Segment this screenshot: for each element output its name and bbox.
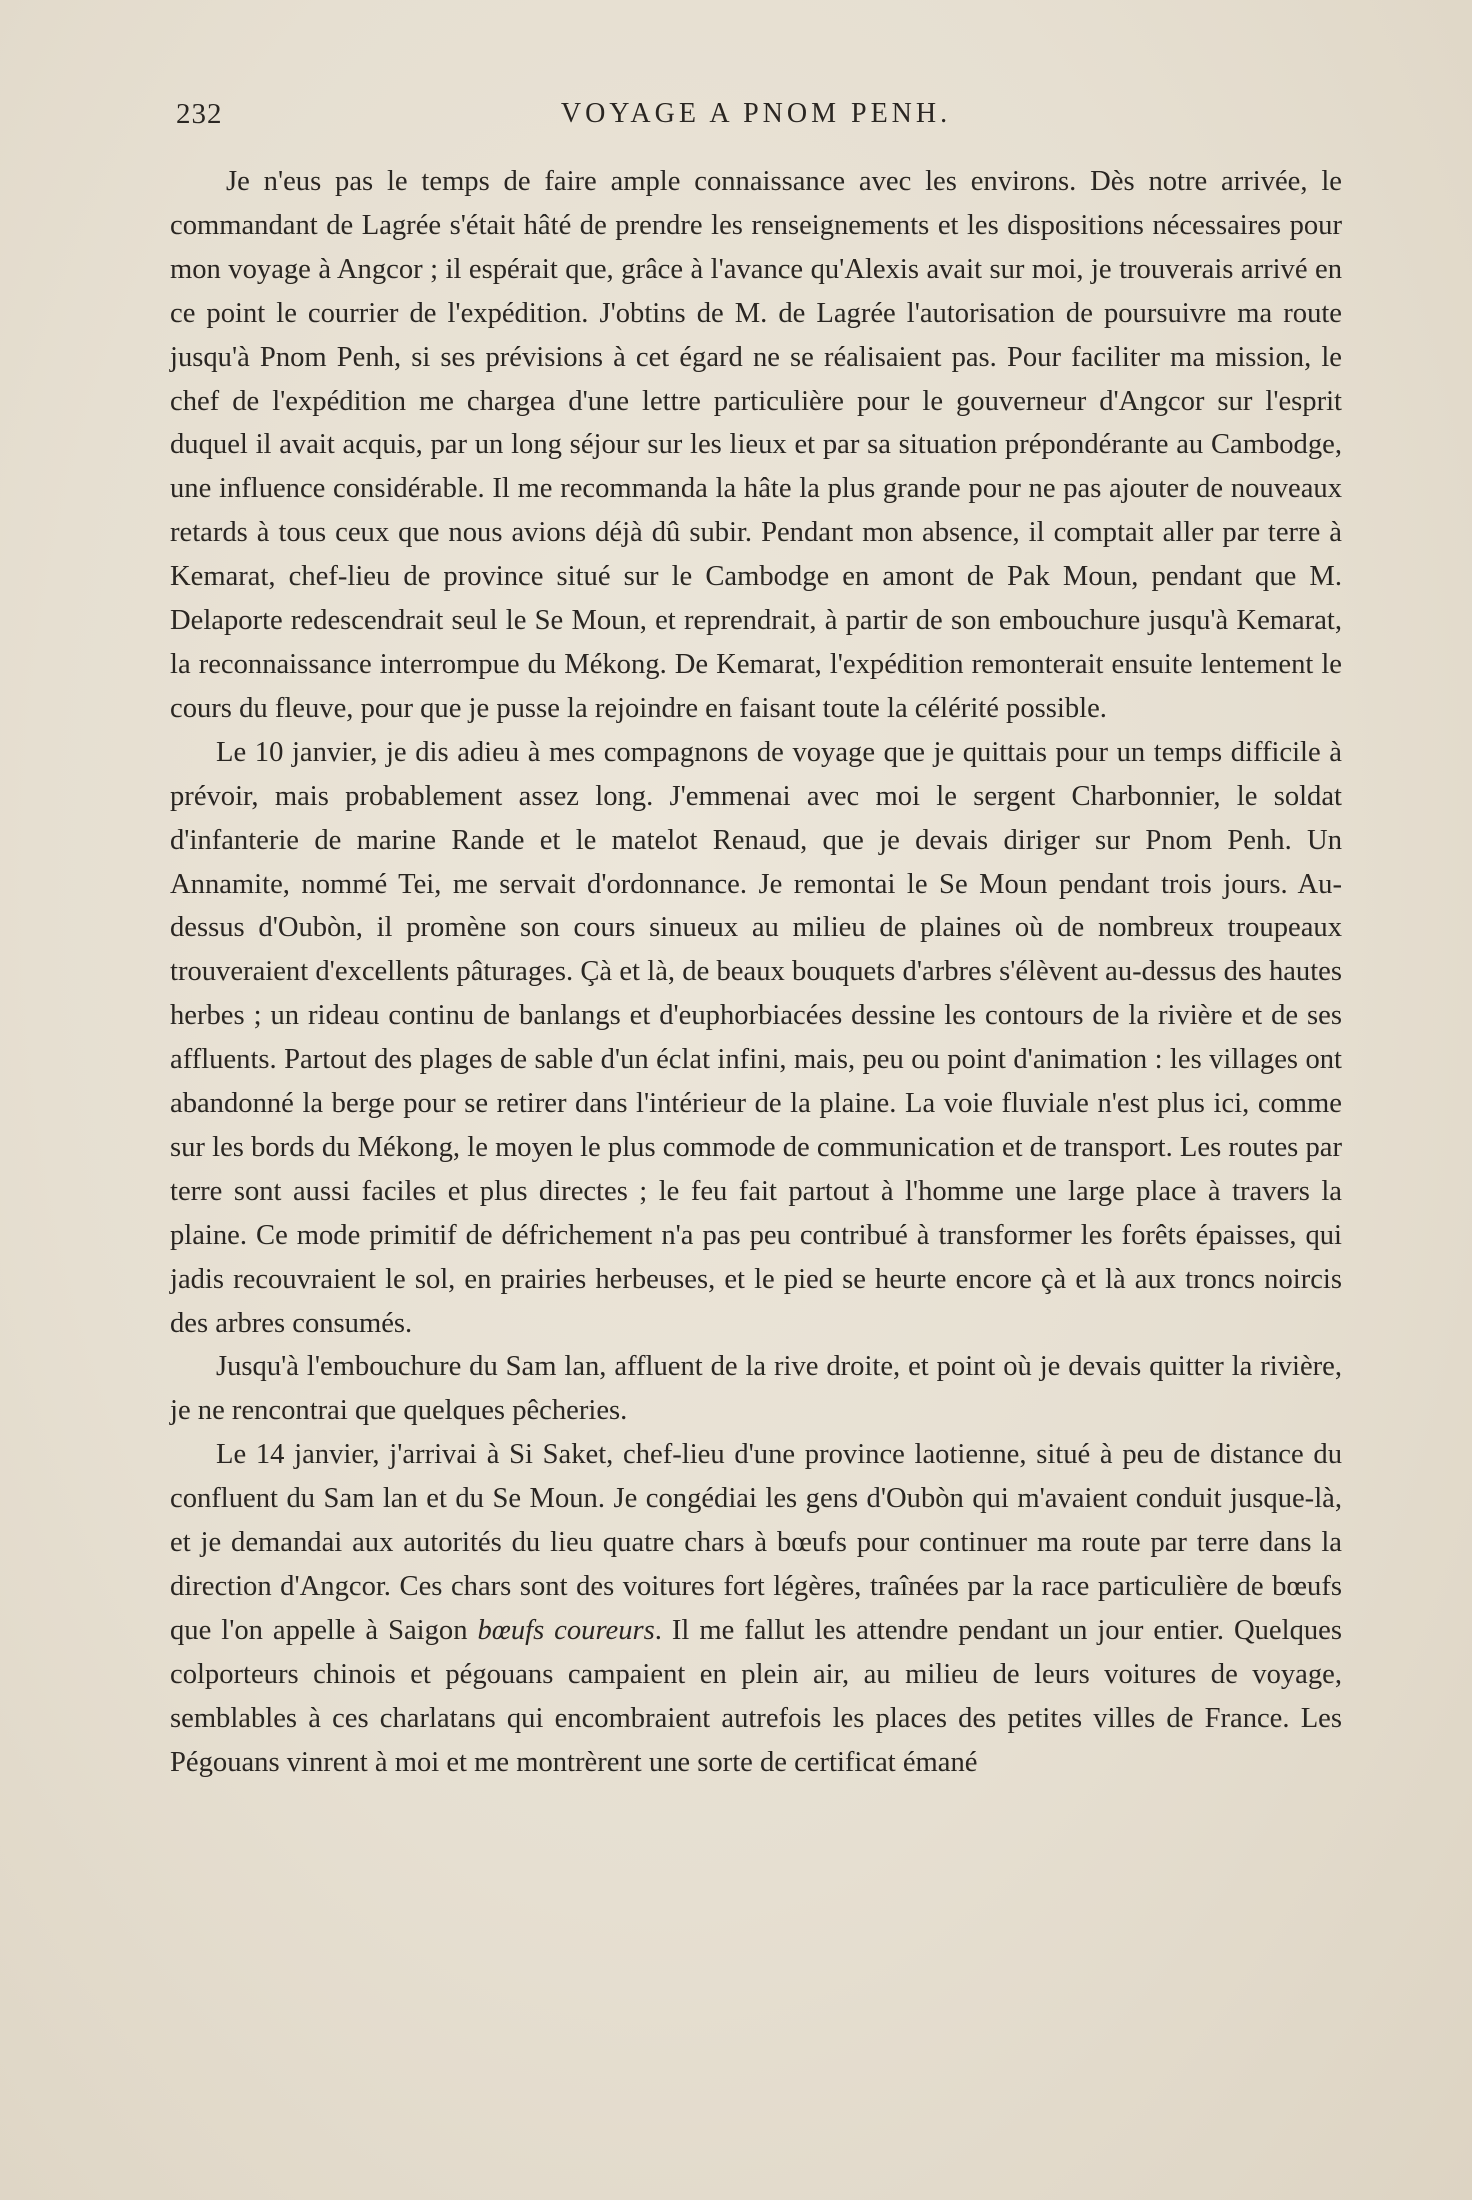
paragraph-4-tail: . Il me fallut les attendre pendant un jour entier. Quelques colporteurs chinois et pégouans campaient en plein air, au milieu de leurs voitures de voyage, semblables à ces charlatans qui encombraient autrefois les places des petites villes de France. Les Pégouans vinrent à moi et me montrèrent une sorte de certificat émané (170, 1614, 1342, 1778)
running-title: VOYAGE A PNOM PENH. (560, 98, 952, 129)
paragraph-4 (170, 1433, 1342, 1784)
paragraph-3: Jusqu'à l'embouchure du Sam lan, affluent de la rive droite, et point où je devais quitter la rivière, je ne rencontrai que quelques pêcheries. (170, 1351, 1342, 1427)
page-header (170, 98, 1342, 138)
paragraph-2: Le 10 janvier, je dis adieu à mes compagnons de voyage que je quittais pour un temps difficile à prévoir, mais probablement assez long. J'emmenai avec moi le sergent Charbonnier, le soldat d'infanterie de marine Rande et le matelot Renaud, que je devais diriger sur Pnom Penh. Un Annamite, nommé Tei, me servait d'ordonnance. Je remontai le Se Moun pendant trois jours. Au-dessus d'Oubòn, il promène son cours sinueux au milieu de plaines où de nombreux troupeaux trouveraient d'excellents pâturages. Çà et là, de beaux bouquets d'arbres s'élèvent au-dessus des hautes herbes ; un rideau continu de banlangs et d'euphorbiacées dessine les contours de la rivière et de ses affluents. Partout des plages de sable d'un éclat infini, mais, peu ou point d'animation : les villages ont abandonné la berge pour se retirer dans l'intérieur de la plaine. La voie fluviale n'est plus ici, comme sur les bords du Mékong, le moyen le plus commode de communication et de transport. Les routes par terre sont aussi faciles et plus directes ; le feu fait partout à l'homme une large place à travers la plaine. Ce mode primitif de défrichement n'a pas peu contribué à transformer les forêts épaisses, qui jadis recouvraient le sol, en prairies herbeuses, et le pied se heurte encore çà et là aux troncs noircis des arbres consumés. (170, 736, 1342, 1339)
body-text (170, 160, 1342, 1785)
italic-term: bœufs coureurs (477, 1614, 655, 1646)
paragraph-4-text: Le 14 janvier, j'arrivai à Si Saket, chef-lieu d'une province laotienne, situé à peu de distance du confluent du Sam lan et du Se Moun. Je congédiai les gens d'Oubòn qui m'avaient conduit jusque-là, et je demandai aux autorités du lieu quatre chars à bœufs pour continuer ma route par terre dans la direction d'Angcor. Ces chars sont des voitures fort légères, traînées par la race particulière de bœufs que l'on appelle à Saigon (170, 1439, 1342, 1646)
paragraph-1: Je n'eus pas le temps de faire ample connaissance avec les environs. Dès notre arrivée, le commandant de Lagrée s'était hâté de prendre les renseignements et les dispositions nécessaires pour mon voyage à Angcor ; il espérait que, grâce à l'avance qu'Alexis avait sur moi, je trouverais arrivé en ce point le courrier de l'expédition. J'obtins de M. de Lagrée l'autorisation de poursuivre ma route jusqu'à Pnom Penh, si ses prévisions à cet égard ne se réalisaient pas. Pour faciliter ma mission, le chef de l'expédition me chargea d'une lettre particulière pour le gouverneur d'Angcor sur l'esprit duquel il avait acquis, par un long séjour sur les lieux et par sa situation prépondérante au Cambodge, une influence considérable. Il me recommanda la hâte la plus grande pour ne pas ajouter de nouveaux retards à tous ceux que nous avions déjà dû subir. Pendant mon absence, il comptait aller par terre à Kemarat, chef-lieu de province situé sur le Cambodge en amont de Pak Moun, pendant que M. Delaporte redescendrait seul le Se Moun, et reprendrait, à partir de son embouchure jusqu'à Kemarat, la reconnaissance interrompue du Mékong. De Kemarat, l'expédition remonterait ensuite lentement le cours du fleuve, pour que je pusse la rejoindre en faisant toute la célérité possible. (170, 166, 1342, 724)
page-number: 232 (176, 98, 223, 130)
